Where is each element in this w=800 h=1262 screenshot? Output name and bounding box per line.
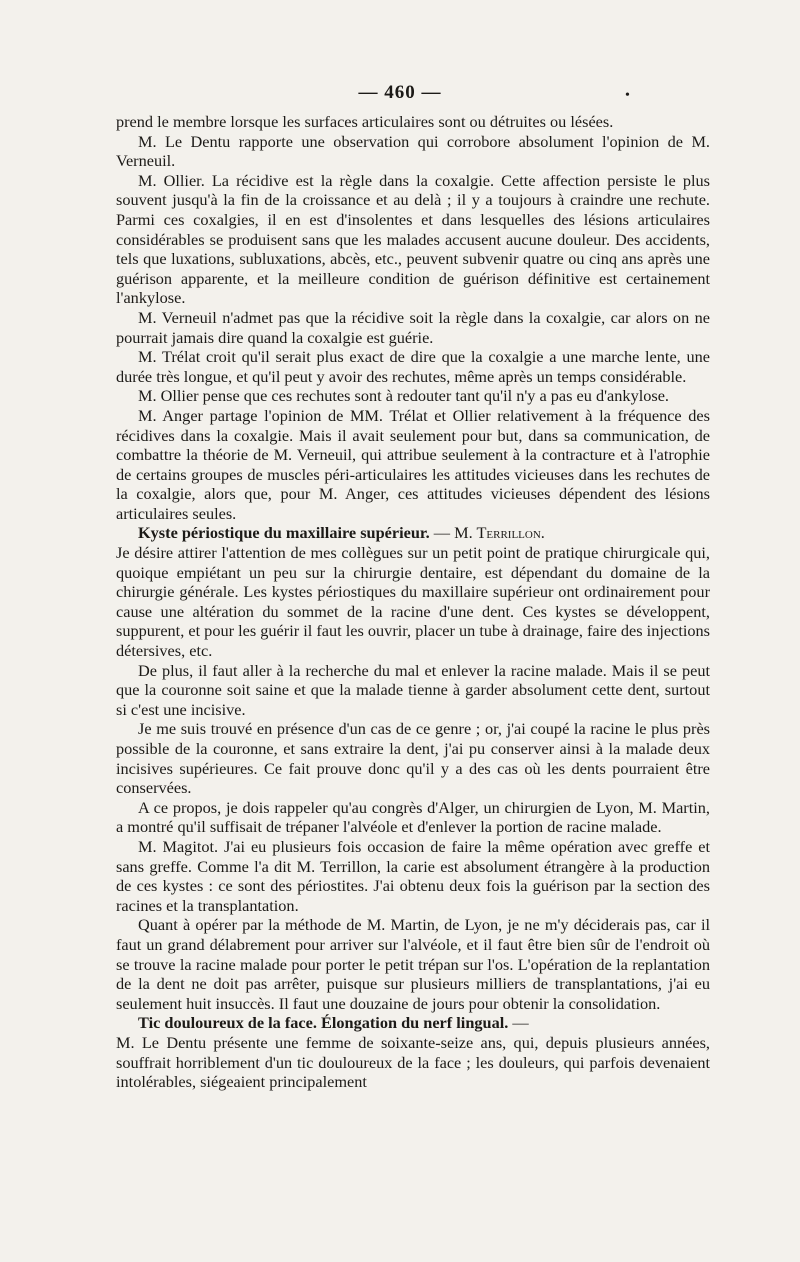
paragraph: M. Trélat croit qu'il serait plus exact de dire que la coxalgie a une marche lente, une durée très longue, et qu'il peut y avoir des rechutes, même après un temps considérable. bbox=[116, 347, 710, 386]
paragraph: M. Verneuil n'admet pas que la récidive soit la règle dans la coxalgie, car alors on ne pourrait jamais dire quand la coxalgie est guérie. bbox=[116, 307, 710, 347]
paragraph: Quant à opérer par la méthode de M. Martin, de Lyon, je ne m'y déciderais pas, car il faut un grand délabrement pour arriver sur l'alvéole, et il faut être bien sûr de l'endroit où se trouve la racine malade pour porter le petit trépan sur l'os. L'opération de la replantation de la dent ne doit pas arrêter, puisque sur plusieurs milliers de transplantations, j'ai eu seulement huit insuccès. Il faut une douzaine de jours pour obtenir la consolidation. bbox=[116, 915, 710, 1013]
printer-mark: • bbox=[625, 88, 630, 103]
section-title: Kyste périostique du maxillaire supérieur. bbox=[138, 523, 430, 543]
section-separator: — bbox=[508, 1013, 529, 1033]
paragraph: A ce propos, je dois rappeler qu'au congrès d'Alger, un chirurgien de Lyon, M. Martin, a montré qu'il suffisait de trépaner l'alvéole et d'enlever la portion de racine malade. bbox=[116, 797, 710, 837]
paragraph: De plus, il faut aller à la recherche du mal et enlever la racine malade. Mais il se peut que la couronne soit saine et que la malade tienne à garder absolument cette dent, surtout si c'est une incisive. bbox=[116, 660, 710, 719]
paragraph: M. Le Dentu présente une femme de soixante-seize ans, qui, depuis plusieurs années, souffrait horriblement d'un tic douloureux de la face ; les douleurs, qui parfois devenaient intolérables, siégeaient principalement bbox=[116, 1032, 710, 1092]
paragraph: M. Le Dentu rapporte une observation qui corrobore absolument l'opinion de M. Verneuil. bbox=[116, 131, 710, 171]
paragraph: M. Ollier pense que ces rechutes sont à redouter tant qu'il n'y a pas eu d'ankylose. bbox=[138, 386, 670, 406]
paragraph: M. Ollier. La récidive est la règle dans la coxalgie. Cette affection persiste le plus souvent jusqu'à la fin de la croissance et au delà ; il y a toujours à craindre une rechute. Parmi ces coxalgies, il en est d'insolentes et dans lesquelles des lésions articulaires considérables se produisent sans que les malades accusent aucune douleur. Des accidents, tels que luxations, subluxations, abcès, etc., peuvent subvenir quatre ou cinq ans après une guérison apparente, et la meilleure condition de guérison définitive est certainement l'ankylose. bbox=[116, 170, 710, 308]
body-text bbox=[116, 112, 710, 1092]
paragraph: M. Magitot. J'ai eu plusieurs fois occasion de faire la même opération avec greffe et sans greffe. Comme l'a dit M. Terrillon, la carie est absolument étrangère à la production de ces kystes : ce sont des périostites. J'ai obtenu deux fois la guérison par la section des racines et la transplantation. bbox=[116, 836, 710, 915]
section-separator: — bbox=[429, 523, 455, 543]
paragraph: prend le membre lorsque les surfaces articulaires sont ou détruites ou lésées. bbox=[116, 112, 614, 131]
paragraph: Je me suis trouvé en présence d'un cas de ce genre ; or, j'ai coupé la racine le plus près possible de la couronne, et sans extraire la dent, j'ai pu conserver ainsi à la malade deux incisives supérieures. Ce fait prouve donc qu'il y a des cas où les dents pourraient être conservées. bbox=[116, 719, 710, 798]
section-heading-kyste bbox=[116, 523, 710, 543]
paragraph: Je désire attirer l'attention de mes collègues sur un petit point de pratique chirurgicale qui, quoique empiétant un peu sur la chirurgie dentaire, est dépendant du domaine de la chirurgie générale. Les kystes périostiques du maxillaire supérieur ont ordinairement pour cause une altération du sommet de la racine d'une dent. Ces kystes se développent, suppurent, et pour les guérir il faut les ouvrir, placer un tube à drainage, faire des injections détersives, etc. bbox=[116, 543, 710, 661]
paragraph: M. Anger partage l'opinion de MM. Trélat et Ollier relativement à la fréquence des récidives dans la coxalgie. Mais il avait seulement pour but, dans sa communication, de combattre la théorie de M. Verneuil, qui attribue seulement à la contracture et à l'atrophie de certains groupes de muscles péri-articulaires les attitudes vicieuses dans les rechutes de la coxalgie, alors que, pour M. Anger, ces attitudes vicieuses dépendent des lésions articulaires seules. bbox=[116, 405, 710, 523]
section-title: Tic douloureux de la face. Élongation du nerf lingual. bbox=[138, 1013, 509, 1033]
section-heading-tic bbox=[116, 1013, 710, 1033]
page-number: — 460 — bbox=[358, 82, 442, 103]
section-author: M. Terrillon. bbox=[454, 523, 545, 543]
